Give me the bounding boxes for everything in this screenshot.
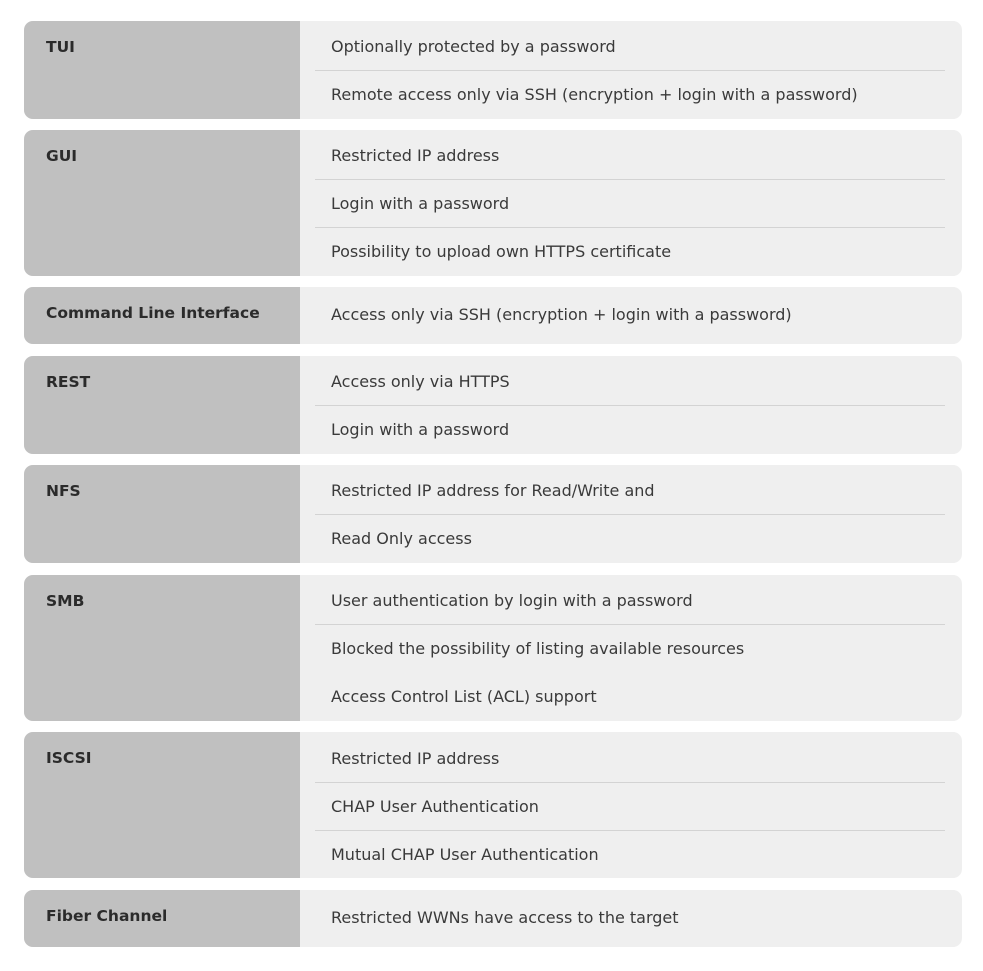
row-fiber-channel [24, 890, 962, 947]
list-item: Login with a password [331, 420, 510, 439]
row-items [300, 356, 962, 454]
list-item: Optionally protected by a password [315, 23, 945, 71]
row-items [300, 130, 962, 276]
row-items [300, 21, 962, 119]
row-label-cell [24, 21, 300, 119]
row-smb [24, 575, 962, 721]
row-nfs [24, 465, 962, 563]
row-tui [24, 21, 962, 119]
list-item: Remote access only via SSH (encryption + login with a password) [331, 85, 858, 104]
list-item: CHAP User Authentication [315, 783, 945, 831]
list-item: Access only via SSH (encryption + login with a password) [331, 305, 792, 324]
row-label-cell [24, 356, 300, 454]
row-label: TUI [46, 38, 75, 56]
row-rest [24, 356, 962, 454]
list-item: Restricted WWNs have access to the target [331, 908, 679, 927]
row-items [300, 287, 962, 344]
list-item: Restricted IP address for Read/Write and [315, 467, 945, 515]
list-item: Read Only access [331, 529, 472, 548]
row-label-cell [24, 732, 300, 878]
row-label-cell [24, 890, 300, 947]
list-item: Restricted IP address [315, 132, 945, 180]
list-item: Possibility to upload own HTTPS certificate [331, 242, 672, 261]
list-item: User authentication by login with a password [315, 577, 945, 625]
list-item: Blocked the possibility of listing available resources [331, 639, 745, 658]
row-command-line-interface [24, 287, 962, 344]
row-label-cell [24, 287, 300, 344]
row-label-cell [24, 465, 300, 563]
row-label: SMB [46, 592, 85, 610]
row-items [300, 465, 962, 563]
list-item: Access only via HTTPS [315, 358, 945, 406]
list-item: Restricted IP address [315, 735, 945, 783]
list-item: Mutual CHAP User Authentication [331, 845, 599, 864]
row-label: Fiber Channel [46, 907, 168, 925]
row-label: GUI [46, 147, 78, 165]
list-item: Login with a password [315, 180, 945, 228]
row-items [300, 890, 962, 947]
row-items [300, 575, 962, 721]
list-item: Access Control List (ACL) support [331, 687, 597, 706]
row-label-cell [24, 130, 300, 276]
row-label: REST [46, 373, 91, 391]
row-items [300, 732, 962, 878]
row-gui [24, 130, 962, 276]
row-iscsi [24, 732, 962, 878]
row-label: Command Line Interface [46, 304, 260, 322]
row-label-cell [24, 575, 300, 721]
row-label: ISCSI [46, 749, 92, 767]
row-label: NFS [46, 482, 81, 500]
